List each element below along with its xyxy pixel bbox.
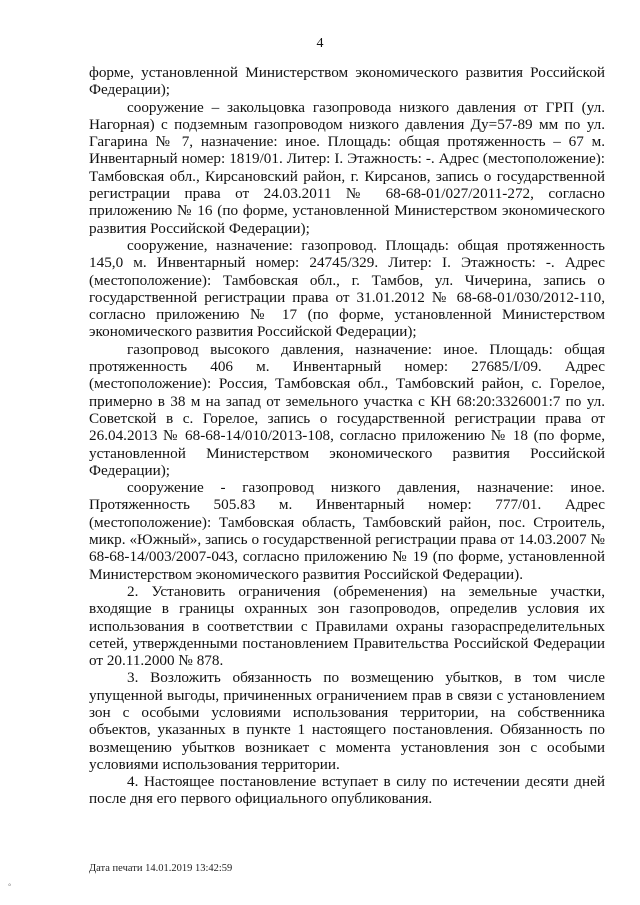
paragraph-item-kirsanov: сооружение – закольцовка газопровода низкого давления от ГРП (ул. Нагорная) с подземным газопроводом низкого давления Ду=57-89 мм по ул. Гагарина № 7, назначение: иное. Площадь: общая протяженность – 67 м. Инвентарный номер: 1819/01. Литер: I. Этажность: -. Адрес (местоположение): Тамбовская обл., Кирсановский район, г. Кирсанов, запись о государственной регистрации права от 24.03.2011 № 68-68-01/027/2011-272, согласно приложению № 16 (по форме, установленной Министерством экономического развития Российской Федерации);	[89, 98, 605, 237]
margin-mark: °	[8, 882, 12, 891]
paragraph-item-stroitel: сооружение - газопровод низкого давления, назначение: иное. Протяженность 505.83 м. Инвентарный номер: 777/01. Адрес (местоположение): Тамбовская область, Тамбовский район, пос. Строитель, микр. «Южный», запись о государственной регистрации права от 14.03.2007 № 68-68-14/003/2007-043, согласно приложению № 19 (по форме, установленной Министерством экономического развития Российской Федерации).	[89, 479, 605, 583]
paragraph-point-3: 3. Возложить обязанность по возмещению убытков, в том числе упущенной выгоды, причиненных ограничением прав в связи с установлением зон с особыми условиями использования территории, на собственника объектов, указанных в пункте 1 настоящего постановления. Обязанность по возмещению убытков возникает с момента установления зон с особыми условиями использования территории.	[89, 669, 605, 773]
page-number: 4	[316, 36, 324, 51]
paragraph-item-tambov: сооружение, назначение: газопровод. Площадь: общая протяженность 145,0 м. Инвентарный номер: 24745/329. Литер: I. Этажность: -. Адрес (местоположение): Тамбовская обл., г. Тамбов, ул. Чичерина, запись о государственной регистрации права от 31.01.2012 № 68-68-01/030/2012-110, согласно приложению № 17 (по форме, установленной Министерством экономического развития Российской Федерации);	[89, 236, 605, 341]
paragraph-point-2: 2. Установить ограничения (обременения) на земельные участки, входящие в границы охранных зон газопроводов, определив условия их использования в соответствии с Правилами охраны газораспределительных сетей, утвержденными постановлением Правительства Российской Федерации от 20.11.2000 № 878.	[89, 582, 605, 670]
print-date-footer: Дата печати 14.01.2019 13:42:59	[89, 863, 233, 874]
paragraph-point-4: 4. Настоящее постановление вступает в силу по истечении десяти дней после дня его первого официального опубликования.	[89, 773, 605, 808]
paragraph-continuation: форме, установленной Министерством экономического развития Российской Федерации);	[89, 64, 605, 99]
document-body	[89, 64, 605, 808]
paragraph-item-goreloe: газопровод высокого давления, назначение: иное. Площадь: общая протяженность 406 м. Инвентарный номер: 27685/I/09. Адрес (местоположение): Россия, Тамбовская обл., Тамбовский район, с. Горелое, примерно в 38 м на запад от земельного участка с КН 68:20:3326001:7 по ул. Советской в с. Горелое, запись о государственной регистрации права от 26.04.2013 № 68-68-14/010/2013-108, согласно приложению № 18 (по форме, установленной Министерством экономического развития Российской Федерации);	[89, 340, 605, 479]
